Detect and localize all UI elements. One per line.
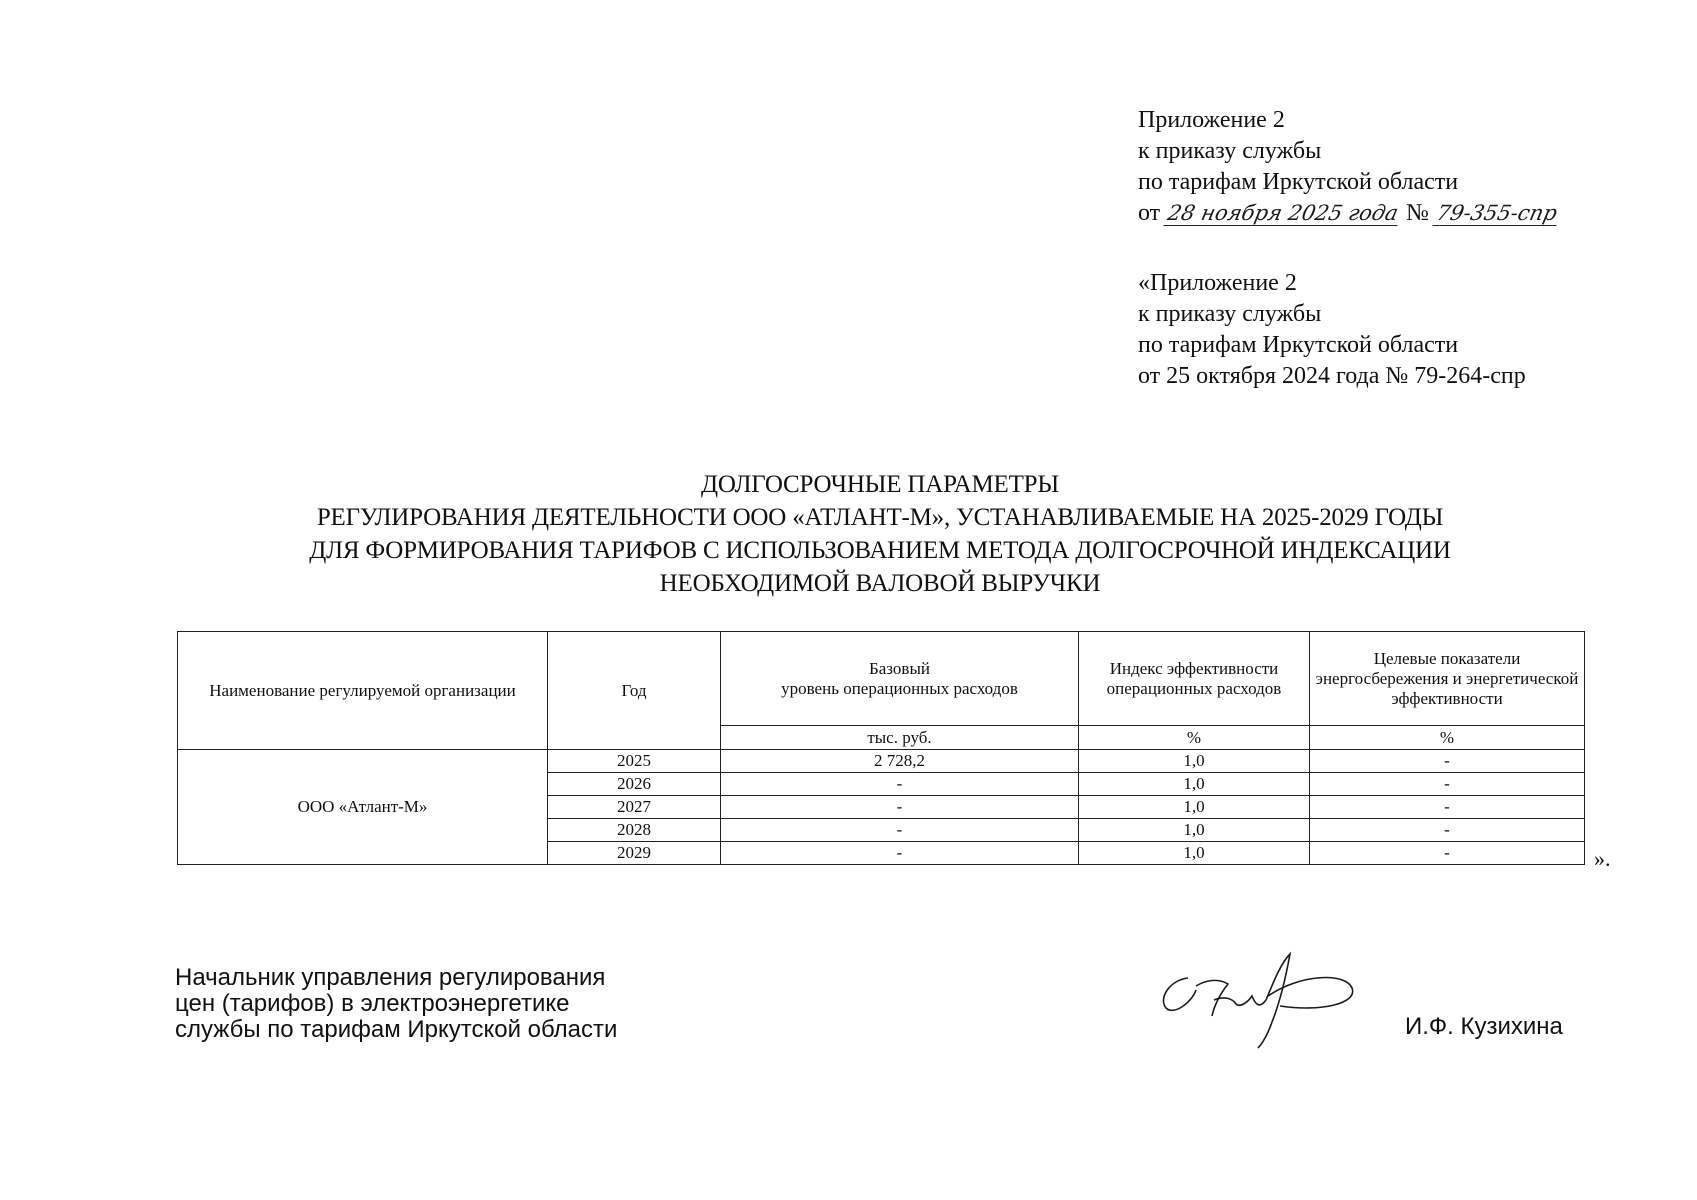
cell-year: 2028 bbox=[548, 819, 721, 842]
cell-year: 2025 bbox=[548, 750, 721, 773]
appendix-header-previous bbox=[1138, 268, 1526, 392]
header-organization: Наименование регулируемой организации bbox=[178, 632, 548, 750]
header-base-line-2: уровень операционных расходов bbox=[781, 678, 1018, 698]
cell-base: - bbox=[721, 773, 1079, 796]
signatory-position bbox=[175, 965, 617, 1043]
long-term-parameters-table bbox=[177, 631, 1585, 865]
cell-base: - bbox=[721, 819, 1079, 842]
cell-base: 2 728,2 bbox=[721, 750, 1079, 773]
appendix-date-line bbox=[1138, 198, 1559, 229]
handwritten-date: 28 ноября 2025 года bbox=[1164, 201, 1403, 226]
cell-index: 1,0 bbox=[1079, 842, 1310, 865]
cell-base: - bbox=[721, 796, 1079, 819]
cell-organization: ООО «Атлант-М» bbox=[178, 750, 548, 865]
unit-base: тыс. руб. bbox=[721, 726, 1079, 750]
cell-base: - bbox=[721, 842, 1079, 865]
header-base-line-1: Базовый bbox=[869, 658, 930, 678]
cell-target: - bbox=[1310, 819, 1585, 842]
prev-appendix-title: «Приложение 2 bbox=[1138, 270, 1297, 296]
cell-index: 1,0 bbox=[1079, 819, 1310, 842]
prev-appendix-date: от 25 октября 2024 года № 79-264-спр bbox=[1138, 363, 1526, 389]
position-line-1: Начальник управления регулирования bbox=[175, 964, 606, 991]
cell-year: 2029 bbox=[548, 842, 721, 865]
prev-appendix-order-ref: к приказу службы bbox=[1138, 301, 1322, 327]
prev-appendix-agency: по тарифам Иркутской области bbox=[1138, 332, 1459, 358]
cell-index: 1,0 bbox=[1079, 796, 1310, 819]
table-row bbox=[178, 750, 1585, 773]
signer-name: И.Ф. Кузихина bbox=[1405, 1013, 1563, 1040]
cell-year: 2026 bbox=[548, 773, 721, 796]
header-efficiency-index: Индекс эффективности операционных расходов bbox=[1079, 632, 1310, 726]
cell-index: 1,0 bbox=[1079, 773, 1310, 796]
title-line-4: НЕОБХОДИМОЙ ВАЛОВОЙ ВЫРУЧКИ bbox=[659, 570, 1101, 597]
header-base-level bbox=[721, 632, 1079, 726]
header-energy-targets: Целевые показатели энергосбережения и энергетической эффективности bbox=[1310, 632, 1585, 726]
header-year: Год bbox=[548, 632, 721, 750]
appendix-header-current bbox=[1138, 105, 1559, 229]
cell-target: - bbox=[1310, 773, 1585, 796]
date-prefix: от bbox=[1138, 200, 1161, 226]
appendix-title: Приложение 2 bbox=[1138, 107, 1285, 133]
handwritten-signature-icon bbox=[1140, 950, 1360, 1050]
cell-target: - bbox=[1310, 796, 1585, 819]
cell-index: 1,0 bbox=[1079, 750, 1310, 773]
unit-index: % bbox=[1079, 726, 1310, 750]
number-sign: № bbox=[1406, 200, 1429, 226]
appendix-order-ref: к приказу службы bbox=[1138, 138, 1322, 164]
handwritten-number: 79-355-спр bbox=[1432, 201, 1561, 226]
unit-targets: % bbox=[1310, 726, 1585, 750]
closing-quote: ». bbox=[1594, 846, 1611, 871]
appendix-agency: по тарифам Иркутской области bbox=[1138, 169, 1459, 195]
title-line-2: РЕГУЛИРОВАНИЯ ДЕЯТЕЛЬНОСТИ ООО «АТЛАНТ-М», УСТАНАВЛИВАЕМЫЕ НА 2025-2029 ГОДЫ bbox=[316, 504, 1444, 531]
position-line-3: службы по тарифам Иркутской области bbox=[175, 1016, 618, 1043]
cell-target: - bbox=[1310, 842, 1585, 865]
cell-target: - bbox=[1310, 750, 1585, 773]
title-line-3: ДЛЯ ФОРМИРОВАНИЯ ТАРИФОВ С ИСПОЛЬЗОВАНИЕМ МЕТОДА ДОЛГОСРОЧНОЙ ИНДЕКСАЦИИ bbox=[309, 537, 1451, 564]
document-title bbox=[160, 468, 1600, 600]
title-line-1: ДОЛГОСРОЧНЫЕ ПАРАМЕТРЫ bbox=[701, 471, 1059, 498]
position-line-2: цен (тарифов) в электроэнергетике bbox=[175, 990, 570, 1017]
cell-year: 2027 bbox=[548, 796, 721, 819]
